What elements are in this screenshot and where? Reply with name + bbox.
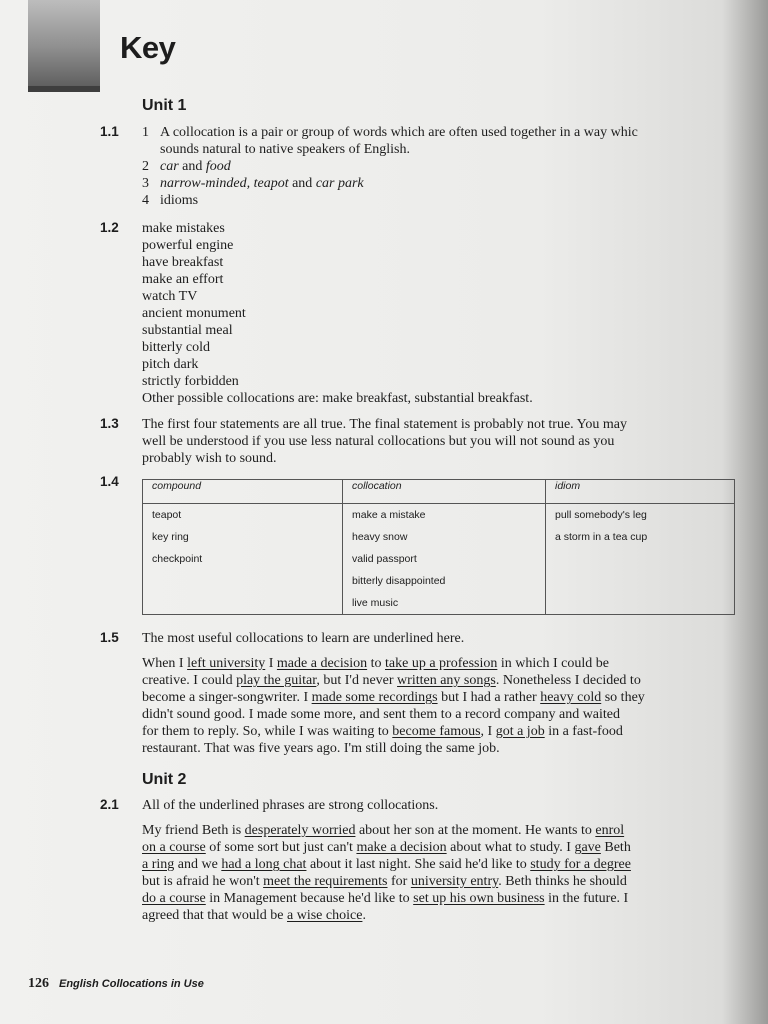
paragraph-line: on a course of some sort but just can't make a decision about what to study. I gave Beth	[142, 840, 631, 855]
list-item: watch TV	[142, 289, 198, 304]
table-cell: teapot	[152, 509, 182, 521]
list-item: make mistakes	[142, 221, 225, 236]
answer-2-1-intro: All of the underlined phrases are strong collocations.	[142, 798, 439, 813]
section-number-1-2: 1.2	[100, 220, 119, 235]
table-cell: key ring	[152, 531, 189, 543]
column-header-compound: compound	[143, 480, 343, 504]
section-number-1-3: 1.3	[100, 416, 119, 431]
answer-1-1-1-cont: sounds natural to native speakers of English.	[160, 142, 411, 157]
table-cell: make a mistake	[352, 509, 426, 521]
collocation-types-table	[142, 479, 735, 615]
table-header-row	[143, 480, 735, 504]
list-item: pitch dark	[142, 357, 199, 372]
list-item: have breakfast	[142, 255, 224, 270]
paragraph-line: creative. I could play the guitar, but I'd never written any songs. Nonetheless I decided to	[142, 673, 641, 688]
paragraph-line: didn't sound good. I made some more, and sent them to a record company and waited	[142, 707, 621, 722]
table-cell: bitterly disappointed	[352, 575, 446, 587]
table-cell: checkpoint	[152, 553, 203, 565]
page-footer	[28, 974, 204, 992]
paragraph-line: My friend Beth is desperately worried about her son at the moment. He wants to enrol	[142, 823, 625, 838]
section-number-1-1: 1.1	[100, 124, 119, 139]
table-cell: pull somebody's leg	[555, 509, 647, 521]
column-header-collocation: collocation	[343, 480, 546, 504]
answer-1-1-1: 1 A collocation is a pair or group of words which are often used together in a way whic	[142, 125, 638, 140]
paragraph-line: a ring and we had a long chat about it last night. She said he'd like to study for a degree	[142, 857, 631, 872]
answer-1-3-line: probably wish to sound.	[142, 451, 277, 466]
table-cell: a storm in a tea cup	[555, 531, 648, 543]
unit-2-heading: Unit 2	[142, 771, 187, 788]
book-title: English Collocations in Use	[59, 978, 204, 990]
corner-tab-decoration	[28, 0, 100, 86]
list-item: strictly forbidden	[142, 374, 239, 389]
section-number-1-4: 1.4	[100, 474, 119, 489]
list-item: powerful engine	[142, 238, 234, 253]
table-cell: valid passport	[352, 553, 417, 565]
answer-1-1-3: 3 narrow-minded, teapot and car park	[142, 176, 364, 191]
list-item: ancient monument	[142, 306, 246, 321]
answer-1-1-4: 4 idioms	[142, 193, 199, 208]
compound-column	[143, 504, 343, 615]
collocation-column	[343, 504, 546, 615]
table-cell: live music	[352, 597, 399, 609]
column-header-idiom: idiom	[546, 480, 735, 504]
answer-1-5-intro: The most useful collocations to learn are underlined here.	[142, 631, 465, 646]
paragraph-line: do a course in Management because he'd like to set up his own business in the future. I	[142, 891, 629, 906]
list-item: bitterly cold	[142, 340, 211, 355]
section-number-1-5: 1.5	[100, 630, 119, 645]
table-cell: heavy snow	[352, 531, 408, 543]
table-row	[143, 504, 735, 615]
paragraph-line: agreed that that would be a wise choice.	[142, 908, 366, 923]
section-number-2-1: 2.1	[100, 797, 119, 812]
answer-1-3-line: well be understood if you use less natural collocations but you will not sound as you	[142, 434, 615, 449]
paragraph-line: restaurant. That was five years ago. I'm still doing the same job.	[142, 741, 500, 756]
idiom-column	[546, 504, 735, 615]
paragraph-line: but is afraid he won't meet the requirements for university entry. Beth thinks he should	[142, 874, 627, 889]
answer-1-3-line: The first four statements are all true. The final statement is probably not true. You may	[142, 417, 627, 432]
other-collocations-note: Other possible collocations are: make breakfast, substantial breakfast.	[142, 391, 533, 406]
paragraph-line: become a singer-songwriter. I made some recordings but I had a rather heavy cold so they	[142, 690, 645, 705]
paragraph-line: When I left university I made a decision to take up a profession in which I could be	[142, 656, 609, 671]
paragraph-line: for them to reply. So, while I was waiting to become famous, I got a job in a fast-food	[142, 724, 623, 739]
list-item: substantial meal	[142, 323, 233, 338]
list-item: make an effort	[142, 272, 224, 287]
unit-1-heading: Unit 1	[142, 97, 187, 114]
page-title: Key	[120, 30, 176, 65]
page-number: 126	[28, 976, 49, 991]
answer-1-1-2: 2 car and food	[142, 159, 231, 174]
